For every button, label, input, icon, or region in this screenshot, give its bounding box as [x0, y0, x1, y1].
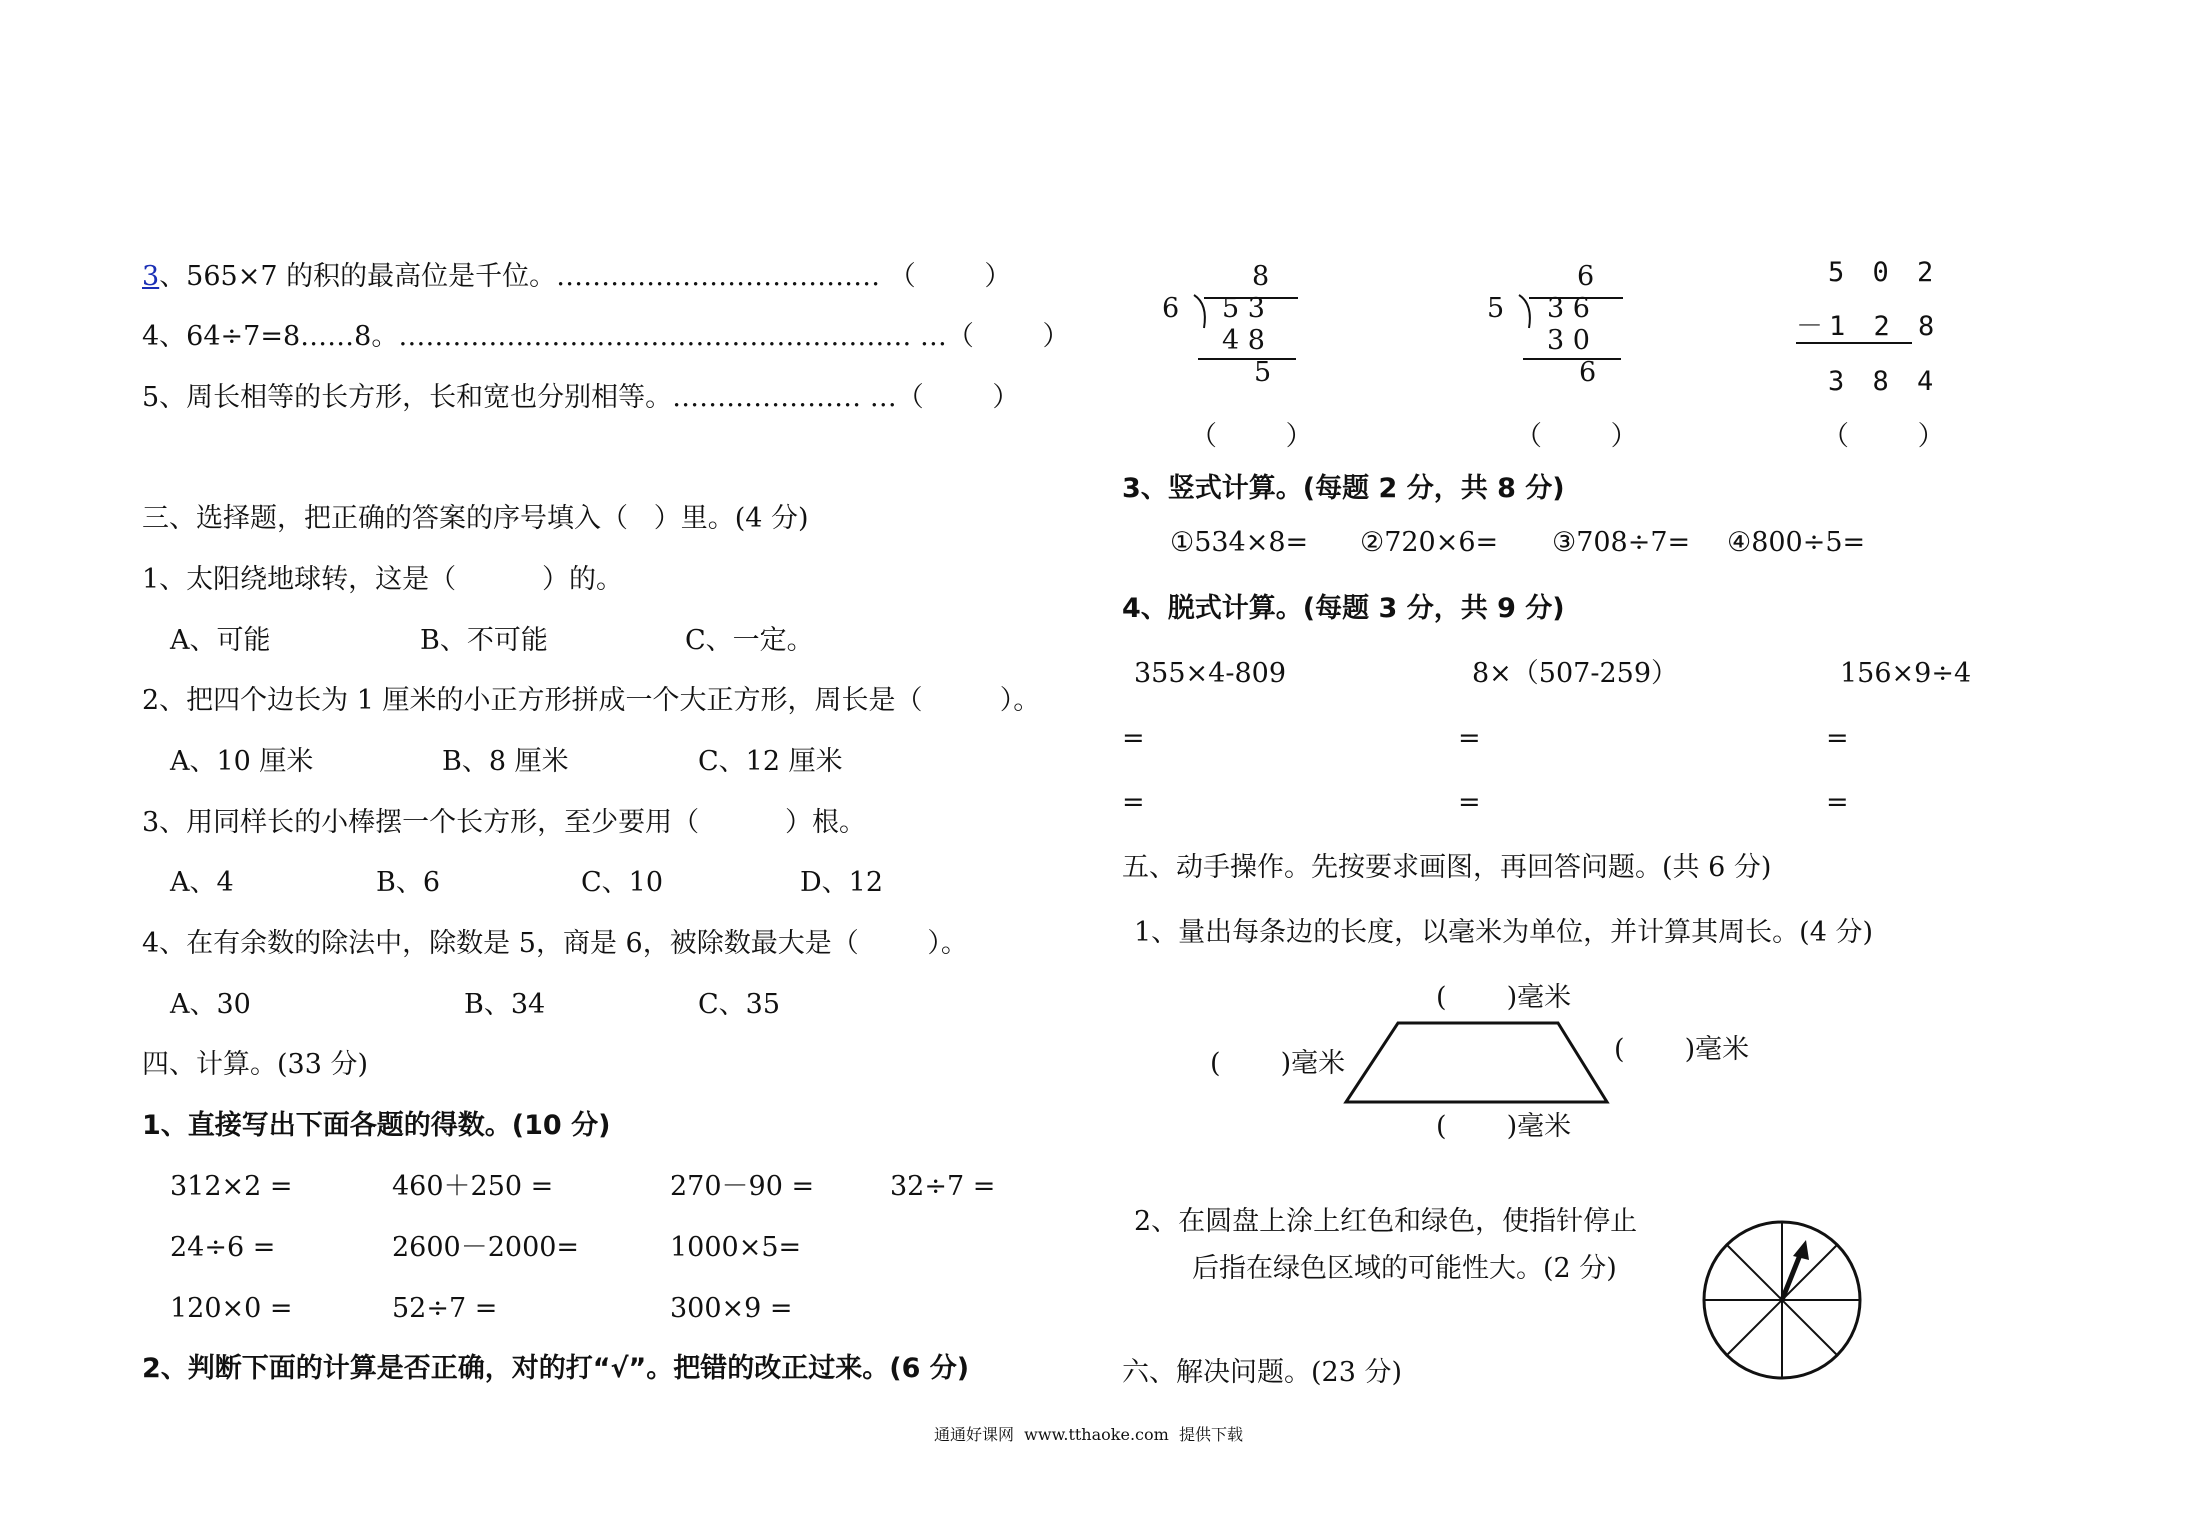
oral-calc: 270－90 = [670, 1171, 815, 1202]
subtrahend: －1 2 8 [1796, 311, 1941, 342]
step-calc: 156×9÷4 [1840, 658, 1972, 689]
dividend: 5 3 [1222, 293, 1265, 324]
choice-option: A、4 [170, 867, 234, 898]
section-6-title: 六、解决问题。(23 分) [1122, 1357, 1403, 1388]
calc-sub4-title: 4、脱式计算。(每题 3 分，共 9 分) [1122, 593, 1565, 624]
operation-question-2-line2: 后指在绿色区域的可能性大。(2 分) [1192, 1253, 1617, 1284]
vertical-calc: ③708÷7= [1552, 527, 1691, 558]
product: 3 0 [1547, 325, 1590, 356]
equals-sign: = [1122, 723, 1145, 754]
oral-calc: 120×0 = [170, 1293, 293, 1324]
answer-blank[interactable]: （ ） [1822, 421, 1945, 452]
oral-calc: 312×2 = [170, 1171, 293, 1202]
operation-question-2-line1: 2、在圆盘上涂上红色和绿色，使指针停止 [1134, 1206, 1638, 1237]
choice-option: A、可能 [170, 625, 271, 656]
judge-question-3-text: 、565×7 的积的最高位是千位。……………………………… （ ） [159, 261, 1012, 292]
equals-sign: = [1458, 787, 1481, 818]
divisor: 5 [1487, 293, 1505, 324]
choice-question-3: 3、用同样长的小棒摆一个长方形，至少要用（ ）根。 [142, 807, 867, 838]
calc-sub1-title: 1、直接写出下面各题的得数。(10 分) [142, 1110, 611, 1141]
judge-question-4: 4、64÷7=8……8。………………………………………………… …（ ） [142, 321, 1070, 352]
choice-question-1: 1、太阳绕地球转，这是（ ）的。 [142, 564, 624, 595]
quotient: 6 [1577, 261, 1595, 292]
choice-option: A、10 厘米 [170, 746, 314, 777]
divisor: 6 [1162, 293, 1180, 324]
choice-option: D、12 [800, 867, 884, 898]
trapezoid-right-label[interactable]: ( )毫米 [1614, 1034, 1750, 1065]
equals-sign: = [1458, 723, 1481, 754]
answer-blank[interactable]: （ ） [1515, 421, 1638, 452]
equals-sign: = [1826, 787, 1849, 818]
section-4-title: 四、计算。(33 分) [142, 1049, 369, 1080]
step-calc: 8×（507-259） [1472, 658, 1678, 689]
choice-option: C、35 [698, 989, 781, 1020]
choice-option: B、8 厘米 [442, 746, 569, 777]
section-5-title: 五、动手操作。先按要求画图，再回答问题。(共 6 分) [1122, 852, 1772, 883]
spinner-pointer-icon [1782, 1240, 1809, 1300]
choice-option: B、6 [376, 867, 441, 898]
answer-blank[interactable]: （ ） [1190, 421, 1313, 452]
difference: 3 8 4 [1828, 366, 1940, 397]
dividend: 3 6 [1547, 293, 1590, 324]
judge-question-5: 5、周长相等的长方形，长和宽也分别相等。………………… …（ ） [142, 382, 1020, 413]
oral-calc: 52÷7 = [392, 1293, 498, 1324]
choice-option: B、34 [464, 989, 546, 1020]
oral-calc: 32÷7 = [890, 1171, 996, 1202]
equals-sign: = [1122, 787, 1145, 818]
oral-calc: 24÷6 = [170, 1232, 276, 1263]
oral-calc: 300×9 = [670, 1293, 793, 1324]
section-3-title: 三、选择题，把正确的答案的序号填入（ ）里。(4 分) [142, 503, 809, 534]
question-3-link[interactable]: 3 [142, 261, 160, 292]
vertical-calc: ①534×8= [1170, 527, 1309, 558]
oral-calc: 1000×5= [670, 1232, 802, 1263]
vertical-calc: ②720×6= [1360, 527, 1499, 558]
choice-option: C、10 [581, 867, 664, 898]
minuend: 5 0 2 [1828, 257, 1940, 288]
remainder: 5 [1254, 357, 1272, 388]
trapezoid-left-label[interactable]: ( )毫米 [1210, 1048, 1346, 1079]
oral-calc: 460＋250 = [392, 1171, 554, 1202]
step-calc: 355×4-809 [1134, 658, 1286, 689]
trapezoid-top-label[interactable]: ( )毫米 [1436, 982, 1572, 1013]
product: 4 8 [1222, 325, 1265, 356]
operation-question-1: 1、量出每条边的长度，以毫米为单位，并计算其周长。(4 分) [1134, 917, 1874, 948]
calc-sub3-title: 3、竖式计算。(每题 2 分，共 8 分) [1122, 473, 1565, 504]
choice-option: C、一定。 [685, 625, 814, 656]
choice-option: A、30 [170, 989, 251, 1020]
vertical-calc: ④800÷5= [1727, 527, 1866, 558]
calc-sub2-title: 2、判断下面的计算是否正确，对的打“√”。把错的改正过来。(6 分) [142, 1353, 970, 1384]
choice-question-2: 2、把四个边长为 1 厘米的小正方形拼成一个大正方形，周长是（ ）。 [142, 685, 1041, 716]
choice-question-4: 4、在有余数的除法中，除数是 5，商是 6，被除数最大是（ ）。 [142, 928, 968, 959]
oral-calc: 2600－2000= [392, 1232, 580, 1263]
choice-option: B、不可能 [420, 625, 548, 656]
remainder: 6 [1579, 357, 1597, 388]
equals-sign: = [1826, 723, 1849, 754]
footer-credit: 通通好课网 www.tthaoke.com 提供下载 [934, 1425, 1243, 1444]
choice-option: C、12 厘米 [698, 746, 843, 777]
quotient: 8 [1252, 261, 1270, 292]
trapezoid-bottom-label[interactable]: ( )毫米 [1436, 1111, 1572, 1142]
